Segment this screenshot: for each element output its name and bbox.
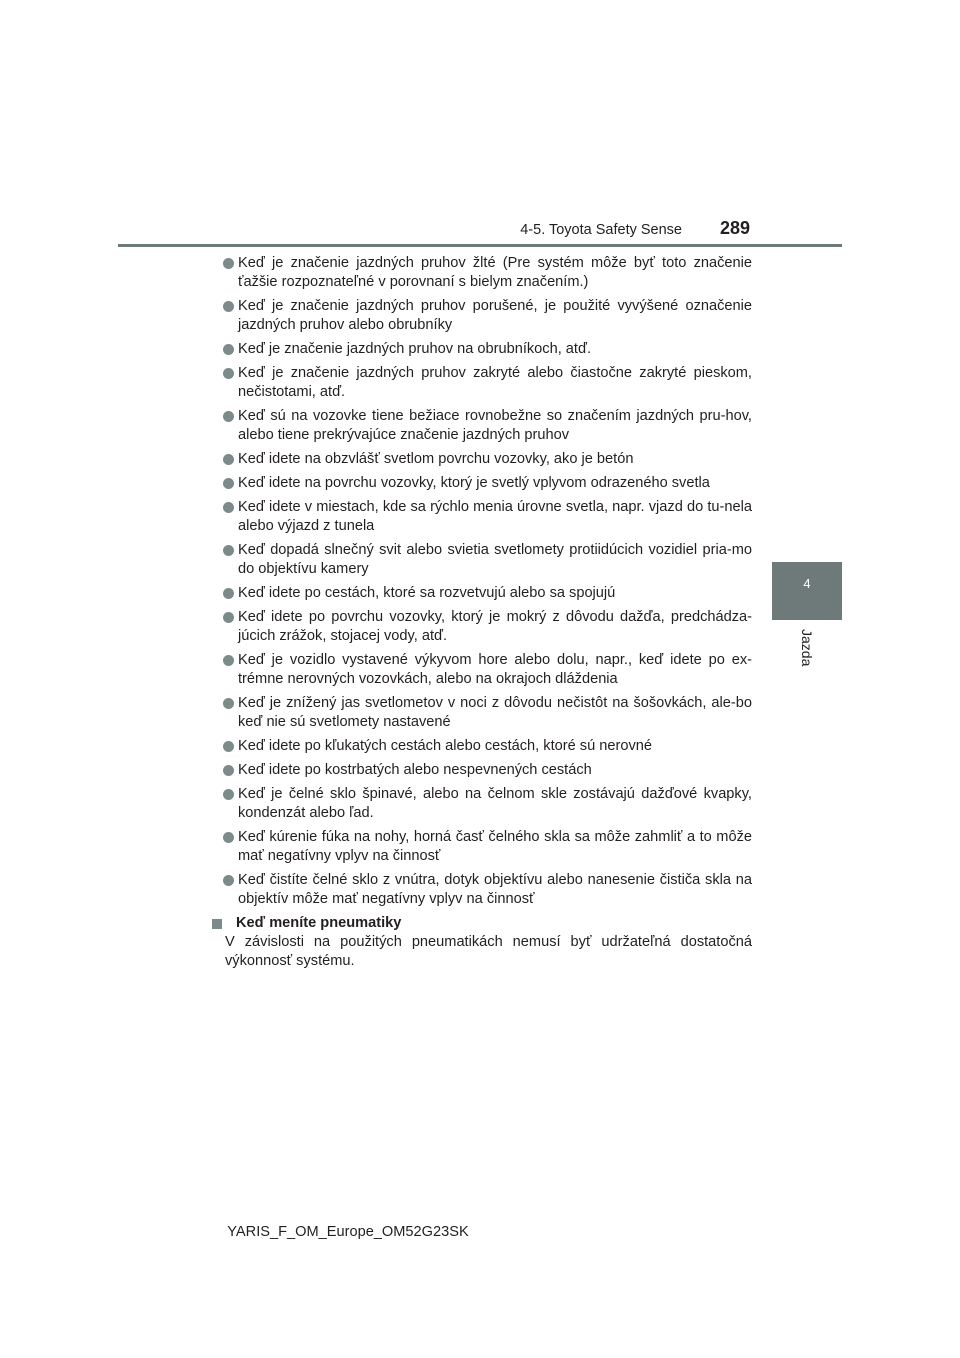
list-item-text: Keď je čelné sklo špinavé, alebo na čelnom skle zostávajú dažďové kvapky, kondenzát alebo ľad. <box>238 786 752 821</box>
list-item <box>222 407 752 445</box>
section-body: V závislosti na použitých pneumatikách nemusí byť udržateľná dostatočná výkonnosť systému. <box>225 934 752 969</box>
section-heading-text: Keď meníte pneumatiky <box>236 915 402 931</box>
bullet-dot-icon <box>223 411 234 422</box>
bullet-dot-icon <box>223 832 234 843</box>
list-item <box>222 761 752 780</box>
list-item <box>222 871 752 909</box>
list-item <box>222 694 752 732</box>
list-item-text: Keď idete v miestach, kde sa rýchlo menia úrovne svetla, napr. vjazd do tu-nela alebo výjazd z tunela <box>238 499 752 534</box>
bullet-dot-icon <box>223 588 234 599</box>
list-item-text: Keď idete po cestách, ktoré sa rozvetvujú alebo sa spojujú <box>238 585 616 601</box>
page-number: 289 <box>720 218 751 238</box>
bullet-dot-icon <box>223 612 234 623</box>
list-item <box>222 584 752 603</box>
list-item <box>222 364 752 402</box>
list-item <box>222 785 752 823</box>
list-item-text: Keď je značenie jazdných pruhov zakryté alebo čiastočne zakryté pieskom, nečistotami, atď. <box>238 365 752 400</box>
chapter-tab <box>772 562 842 620</box>
bullet-dot-icon <box>223 454 234 465</box>
list-item <box>222 450 752 469</box>
tire-change-section <box>222 914 752 971</box>
list-item <box>222 651 752 689</box>
list-item <box>222 474 752 493</box>
list-item-text: Keď je značenie jazdných pruhov porušené, je použité vyvýšené označenie jazdných pruhov alebo obrubníky <box>238 298 752 333</box>
section-heading <box>222 914 752 933</box>
list-item <box>222 297 752 335</box>
list-item-text: Keď je značenie jazdných pruhov na obrubníkoch, atď. <box>238 341 592 357</box>
bullet-dot-icon <box>223 875 234 886</box>
list-item <box>222 828 752 866</box>
section-title: 4-5. Toyota Safety Sense <box>520 222 682 238</box>
list-item-text: Keď sú na vozovke tiene bežiace rovnobežne so značením jazdných pru-hov, alebo tiene prekrývajúce značenie jazdných pruhov <box>238 408 752 443</box>
document-id: YARIS_F_OM_Europe_OM52G23SK <box>227 1224 469 1240</box>
list-item-text: Keď idete po povrchu vozovky, ktorý je mokrý z dôvodu dažďa, predchádza-júcich zrážok, stojacej vody, atď. <box>238 609 752 644</box>
list-item-text: Keď idete na povrchu vozovky, ktorý je svetlý vplyvom odrazeného svetla <box>238 475 710 491</box>
bullet-dot-icon <box>223 545 234 556</box>
list-item <box>222 608 752 646</box>
list-item-text: Keď je vozidlo vystavené výkyvom hore alebo dolu, napr., keď idete po ex-trémne nerovných vozovkách, alebo na okrajoch dláždenia <box>238 652 752 687</box>
condition-list <box>222 254 752 909</box>
list-item-text: Keď je značenie jazdných pruhov žlté (Pre systém môže byť toto značenie ťažšie rozpoznateľné v porovnaní s bielym značením.) <box>238 255 752 290</box>
bullet-dot-icon <box>223 765 234 776</box>
list-item <box>222 340 752 359</box>
bullet-dot-icon <box>223 368 234 379</box>
bullet-dot-icon <box>223 741 234 752</box>
bullet-dot-icon <box>223 655 234 666</box>
header-divider <box>118 244 842 247</box>
bullet-dot-icon <box>223 502 234 513</box>
list-item-text: Keď idete po kostrbatých alebo nespevnených cestách <box>238 762 592 778</box>
page-content <box>222 254 752 971</box>
bullet-dot-icon <box>223 698 234 709</box>
list-item <box>222 541 752 579</box>
list-item <box>222 498 752 536</box>
chapter-label: Jazda <box>799 629 815 667</box>
bullet-dot-icon <box>223 789 234 800</box>
list-item <box>222 254 752 292</box>
list-item-text: Keď kúrenie fúka na nohy, horná časť čelného skla sa môže zahmliť a to môže mať negatívny vplyv na činnosť <box>238 829 752 864</box>
bullet-dot-icon <box>223 258 234 269</box>
list-item-text: Keď idete na obzvlášť svetlom povrchu vozovky, ako je betón <box>238 451 634 467</box>
chapter-number: 4 <box>803 576 811 591</box>
square-bullet-icon <box>212 919 222 929</box>
list-item-text: Keď čistíte čelné sklo z vnútra, dotyk objektívu alebo nanesenie čističa skla na objektív môže mať negatívny vplyv na činnosť <box>238 872 752 907</box>
bullet-dot-icon <box>223 478 234 489</box>
list-item-text: Keď dopadá slnečný svit alebo svietia svetlomety protiidúcich vozidiel pria-mo do objektívu kamery <box>238 542 752 577</box>
list-item-text: Keď idete po kľukatých cestách alebo cestách, ktoré sú nerovné <box>238 738 652 754</box>
list-item-text: Keď je znížený jas svetlometov v noci z dôvodu nečistôt na šošovkách, ale-bo keď nie sú svetlomety nastavené <box>238 695 752 730</box>
list-item <box>222 737 752 756</box>
bullet-dot-icon <box>223 301 234 312</box>
bullet-dot-icon <box>223 344 234 355</box>
